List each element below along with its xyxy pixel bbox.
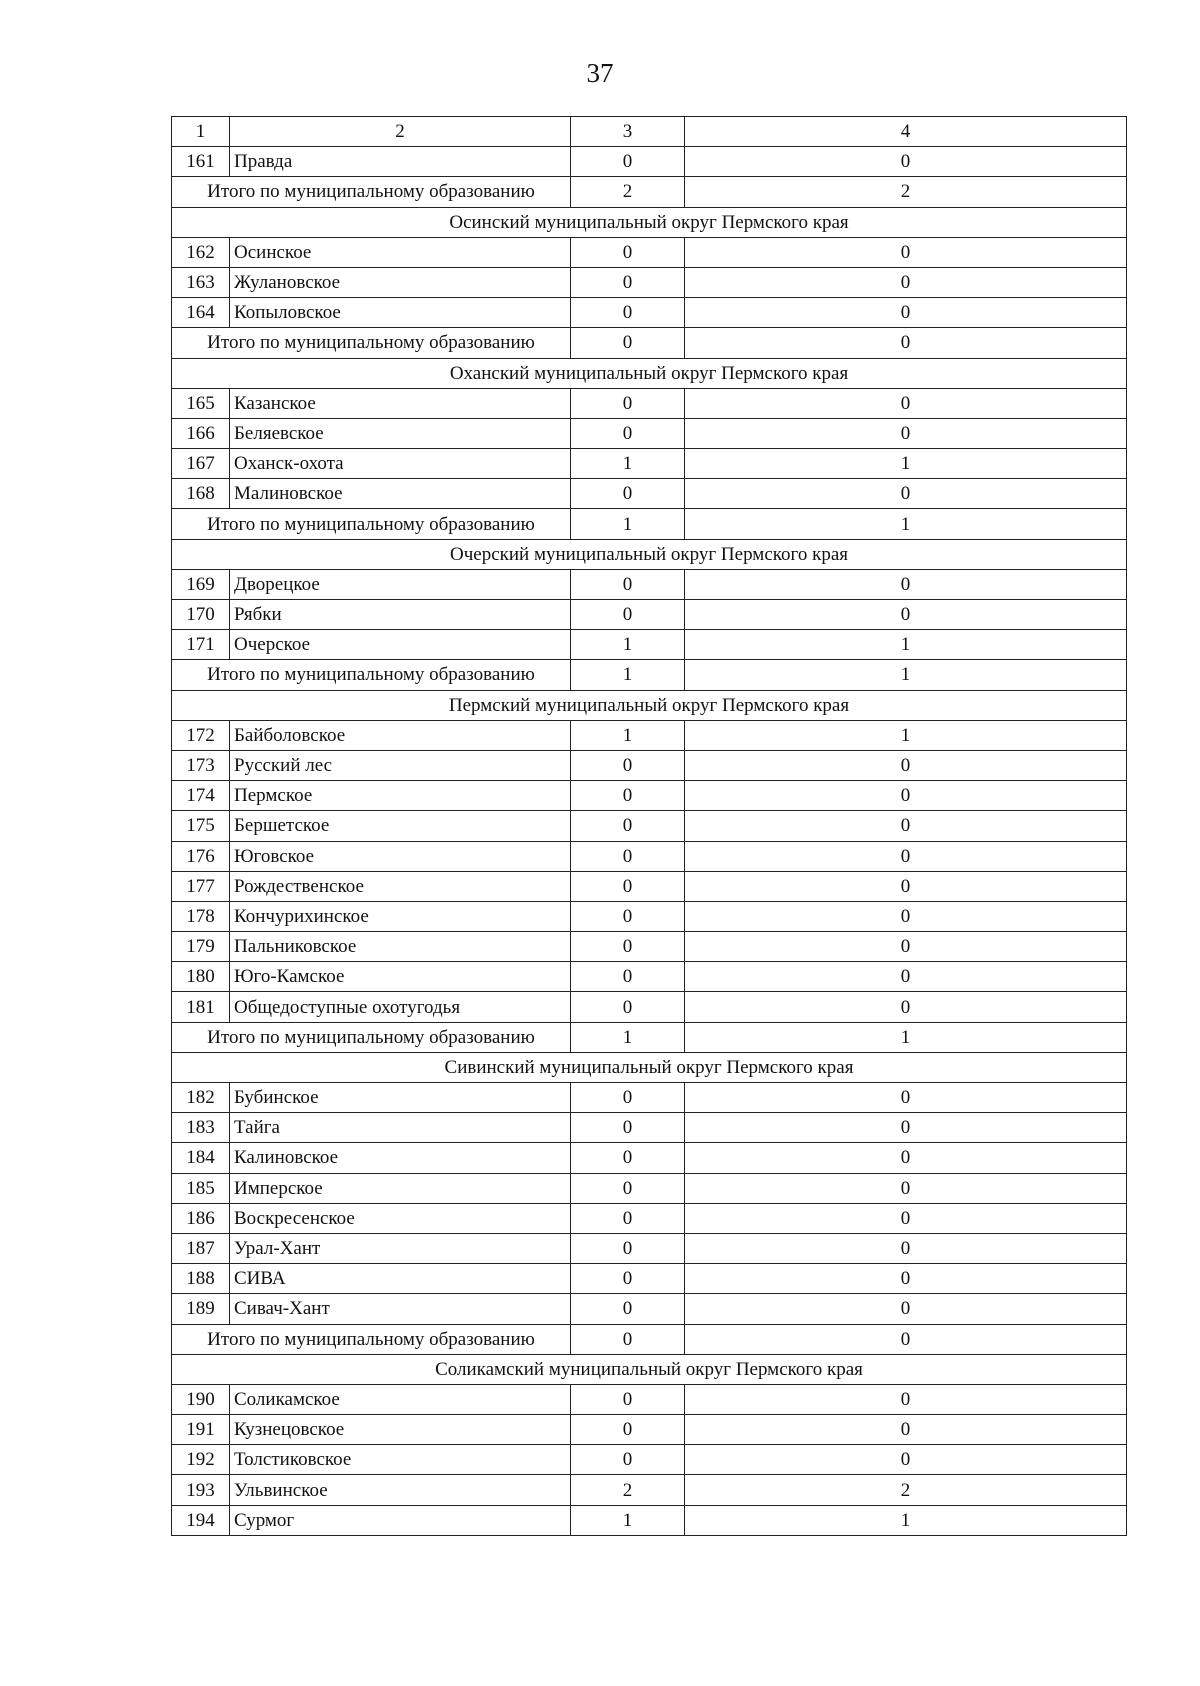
table-row: [172, 932, 1127, 962]
section-title: Осинский муниципальный округ Пермского края: [172, 207, 1127, 237]
row-name: Осинское: [230, 237, 571, 267]
row-col4-value: 1: [685, 630, 1127, 660]
row-name: Толстиковское: [230, 1445, 571, 1475]
row-col3-value: 0: [571, 1083, 685, 1113]
row-number: 194: [172, 1505, 230, 1535]
row-name: Юговское: [230, 841, 571, 871]
section-title: Сивинский муниципальный округ Пермского края: [172, 1052, 1127, 1082]
row-col4-value: 0: [685, 901, 1127, 931]
row-number: 161: [172, 147, 230, 177]
table-row: [172, 1113, 1127, 1143]
row-col4-value: 0: [685, 1294, 1127, 1324]
row-col4-value: 0: [685, 1113, 1127, 1143]
table-row: [172, 1233, 1127, 1263]
row-col3-value: 0: [571, 147, 685, 177]
row-name: Копыловское: [230, 298, 571, 328]
row-col4-value: 0: [685, 388, 1127, 418]
row-col3-value: 0: [571, 901, 685, 931]
row-name: Юго-Камское: [230, 962, 571, 992]
row-col4-value: 0: [685, 932, 1127, 962]
table-row: [172, 1294, 1127, 1324]
total-col4-value: 1: [685, 660, 1127, 690]
section-heading-row: [172, 539, 1127, 569]
row-col4-value: 0: [685, 811, 1127, 841]
row-name: Дворецкое: [230, 569, 571, 599]
row-number: 171: [172, 630, 230, 660]
row-name: Бубинское: [230, 1083, 571, 1113]
row-col4-value: 0: [685, 962, 1127, 992]
row-name: Сурмог: [230, 1505, 571, 1535]
row-col4-value: 0: [685, 1233, 1127, 1263]
row-col4-value: 0: [685, 147, 1127, 177]
row-col4-value: 0: [685, 1203, 1127, 1233]
row-name: Рябки: [230, 600, 571, 630]
row-name: Бершетское: [230, 811, 571, 841]
row-col3-value: 0: [571, 1445, 685, 1475]
table-row: [172, 841, 1127, 871]
total-col3-value: 1: [571, 1022, 685, 1052]
row-number: 192: [172, 1445, 230, 1475]
total-label: Итого по муниципальному образованию: [172, 328, 571, 358]
row-col4-value: 0: [685, 1143, 1127, 1173]
row-number: 181: [172, 992, 230, 1022]
section-title: Оханский муниципальный округ Пермского края: [172, 358, 1127, 388]
row-number: 173: [172, 750, 230, 780]
row-col3-value: 0: [571, 811, 685, 841]
row-name: Жулановское: [230, 267, 571, 297]
table-row: [172, 1143, 1127, 1173]
table-row: [172, 1264, 1127, 1294]
row-number: 188: [172, 1264, 230, 1294]
table-row: [172, 962, 1127, 992]
row-name: Урал-Хант: [230, 1233, 571, 1263]
row-number: 186: [172, 1203, 230, 1233]
row-number: 170: [172, 600, 230, 630]
row-col4-value: 0: [685, 1264, 1127, 1294]
section-title: Пермский муниципальный округ Пермского края: [172, 690, 1127, 720]
row-col3-value: 0: [571, 267, 685, 297]
total-col3-value: 2: [571, 177, 685, 207]
table-row: [172, 781, 1127, 811]
row-name: Пальниковское: [230, 932, 571, 962]
table-row: [172, 388, 1127, 418]
total-col4-value: 2: [685, 177, 1127, 207]
row-number: 179: [172, 932, 230, 962]
total-col3-value: 0: [571, 328, 685, 358]
table-row: [172, 418, 1127, 448]
table-row: [172, 267, 1127, 297]
row-name: Имперское: [230, 1173, 571, 1203]
header-cell-3: 3: [571, 117, 685, 147]
row-col4-value: 0: [685, 569, 1127, 599]
row-col3-value: 0: [571, 1173, 685, 1203]
table-row: [172, 1384, 1127, 1414]
row-name: Воскресенское: [230, 1203, 571, 1233]
table-row: [172, 600, 1127, 630]
row-col4-value: 0: [685, 1083, 1127, 1113]
row-number: 163: [172, 267, 230, 297]
row-col4-value: 0: [685, 750, 1127, 780]
table-row: [172, 569, 1127, 599]
row-name: Рождественское: [230, 871, 571, 901]
table-row: [172, 1083, 1127, 1113]
total-row: [172, 328, 1127, 358]
row-col3-value: 0: [571, 600, 685, 630]
row-number: 193: [172, 1475, 230, 1505]
table-row: [172, 992, 1127, 1022]
row-name: Соликамское: [230, 1384, 571, 1414]
row-col4-value: 0: [685, 992, 1127, 1022]
row-number: 189: [172, 1294, 230, 1324]
row-name: Калиновское: [230, 1143, 571, 1173]
row-name: Правда: [230, 147, 571, 177]
table-row: [172, 871, 1127, 901]
section-heading-row: [172, 1052, 1127, 1082]
row-number: 168: [172, 479, 230, 509]
total-label: Итого по муниципальному образованию: [172, 1324, 571, 1354]
row-col4-value: 0: [685, 841, 1127, 871]
data-table: [171, 116, 1127, 1536]
row-number: 185: [172, 1173, 230, 1203]
section-heading-row: [172, 358, 1127, 388]
row-col3-value: 0: [571, 418, 685, 448]
row-name: Тайга: [230, 1113, 571, 1143]
row-number: 182: [172, 1083, 230, 1113]
row-col3-value: 1: [571, 449, 685, 479]
row-name: Байболовское: [230, 720, 571, 750]
row-col4-value: 0: [685, 1173, 1127, 1203]
total-row: [172, 177, 1127, 207]
row-col3-value: 1: [571, 1505, 685, 1535]
row-number: 183: [172, 1113, 230, 1143]
table-body: [172, 117, 1127, 1536]
row-number: 174: [172, 781, 230, 811]
row-col3-value: 0: [571, 841, 685, 871]
row-col4-value: 1: [685, 1505, 1127, 1535]
row-number: 164: [172, 298, 230, 328]
row-col3-value: 1: [571, 720, 685, 750]
row-col3-value: 0: [571, 1203, 685, 1233]
row-col3-value: 0: [571, 1113, 685, 1143]
total-row: [172, 1022, 1127, 1052]
row-col4-value: 1: [685, 720, 1127, 750]
header-cell-2: 2: [230, 117, 571, 147]
total-col4-value: 0: [685, 328, 1127, 358]
row-number: 190: [172, 1384, 230, 1414]
row-number: 176: [172, 841, 230, 871]
table-row: [172, 147, 1127, 177]
table-row: [172, 237, 1127, 267]
row-name: Ульвинское: [230, 1475, 571, 1505]
row-col4-value: 0: [685, 237, 1127, 267]
row-col3-value: 0: [571, 781, 685, 811]
row-col3-value: 0: [571, 1415, 685, 1445]
row-col3-value: 1: [571, 630, 685, 660]
total-row: [172, 1324, 1127, 1354]
row-col3-value: 0: [571, 750, 685, 780]
row-name: Очерское: [230, 630, 571, 660]
table-header-row: [172, 117, 1127, 147]
row-col3-value: 0: [571, 1294, 685, 1324]
row-col3-value: 0: [571, 932, 685, 962]
row-col3-value: 0: [571, 298, 685, 328]
row-col4-value: 0: [685, 871, 1127, 901]
table-row: [172, 479, 1127, 509]
total-col3-value: 1: [571, 509, 685, 539]
total-label: Итого по муниципальному образованию: [172, 509, 571, 539]
row-col4-value: 0: [685, 298, 1127, 328]
section-heading-row: [172, 1354, 1127, 1384]
row-col3-value: 0: [571, 237, 685, 267]
row-col3-value: 0: [571, 1143, 685, 1173]
table-row: [172, 1505, 1127, 1535]
row-col3-value: 0: [571, 871, 685, 901]
row-col3-value: 0: [571, 388, 685, 418]
row-name: Пермское: [230, 781, 571, 811]
row-number: 167: [172, 449, 230, 479]
row-number: 177: [172, 871, 230, 901]
row-name: СИВА: [230, 1264, 571, 1294]
row-name: Оханск-охота: [230, 449, 571, 479]
table-row: [172, 1415, 1127, 1445]
row-col3-value: 2: [571, 1475, 685, 1505]
header-cell-1: 1: [172, 117, 230, 147]
table-row: [172, 720, 1127, 750]
table-row: [172, 298, 1127, 328]
row-col4-value: 0: [685, 1384, 1127, 1414]
row-col4-value: 0: [685, 479, 1127, 509]
row-name: Сивач-Хант: [230, 1294, 571, 1324]
total-col4-value: 1: [685, 509, 1127, 539]
section-title: Очерский муниципальный округ Пермского края: [172, 539, 1127, 569]
total-col3-value: 1: [571, 660, 685, 690]
row-name: Кузнецовское: [230, 1415, 571, 1445]
row-name: Казанское: [230, 388, 571, 418]
row-col3-value: 0: [571, 962, 685, 992]
section-heading-row: [172, 690, 1127, 720]
row-name: Общедоступные охотугодья: [230, 992, 571, 1022]
row-col3-value: 0: [571, 479, 685, 509]
row-col4-value: 0: [685, 1445, 1127, 1475]
total-label: Итого по муниципальному образованию: [172, 177, 571, 207]
row-name: Малиновское: [230, 479, 571, 509]
table-row: [172, 901, 1127, 931]
row-col3-value: 0: [571, 1384, 685, 1414]
total-col4-value: 1: [685, 1022, 1127, 1052]
row-number: 180: [172, 962, 230, 992]
row-number: 166: [172, 418, 230, 448]
row-number: 175: [172, 811, 230, 841]
row-number: 165: [172, 388, 230, 418]
total-col4-value: 0: [685, 1324, 1127, 1354]
row-col4-value: 0: [685, 781, 1127, 811]
row-col4-value: 2: [685, 1475, 1127, 1505]
row-col3-value: 0: [571, 1233, 685, 1263]
total-row: [172, 509, 1127, 539]
total-label: Итого по муниципальному образованию: [172, 660, 571, 690]
section-title: Соликамский муниципальный округ Пермского края: [172, 1354, 1127, 1384]
row-col4-value: 1: [685, 449, 1127, 479]
row-col4-value: 0: [685, 267, 1127, 297]
table-row: [172, 1475, 1127, 1505]
section-heading-row: [172, 207, 1127, 237]
row-number: 187: [172, 1233, 230, 1263]
row-number: 169: [172, 569, 230, 599]
row-col3-value: 0: [571, 992, 685, 1022]
header-cell-4: 4: [685, 117, 1127, 147]
row-col4-value: 0: [685, 600, 1127, 630]
table-row: [172, 449, 1127, 479]
page-number: 37: [586, 58, 614, 88]
table-row: [172, 1173, 1127, 1203]
row-number: 184: [172, 1143, 230, 1173]
row-number: 162: [172, 237, 230, 267]
row-name: Кончурихинское: [230, 901, 571, 931]
row-number: 172: [172, 720, 230, 750]
row-name: Беляевское: [230, 418, 571, 448]
table-row: [172, 811, 1127, 841]
table-row: [172, 750, 1127, 780]
total-col3-value: 0: [571, 1324, 685, 1354]
row-col4-value: 0: [685, 1415, 1127, 1445]
total-row: [172, 660, 1127, 690]
table-row: [172, 1445, 1127, 1475]
row-col3-value: 0: [571, 569, 685, 599]
table-row: [172, 630, 1127, 660]
row-col3-value: 0: [571, 1264, 685, 1294]
table-row: [172, 1203, 1127, 1233]
row-number: 191: [172, 1415, 230, 1445]
total-label: Итого по муниципальному образованию: [172, 1022, 571, 1052]
row-name: Русский лес: [230, 750, 571, 780]
row-col4-value: 0: [685, 418, 1127, 448]
row-number: 178: [172, 901, 230, 931]
